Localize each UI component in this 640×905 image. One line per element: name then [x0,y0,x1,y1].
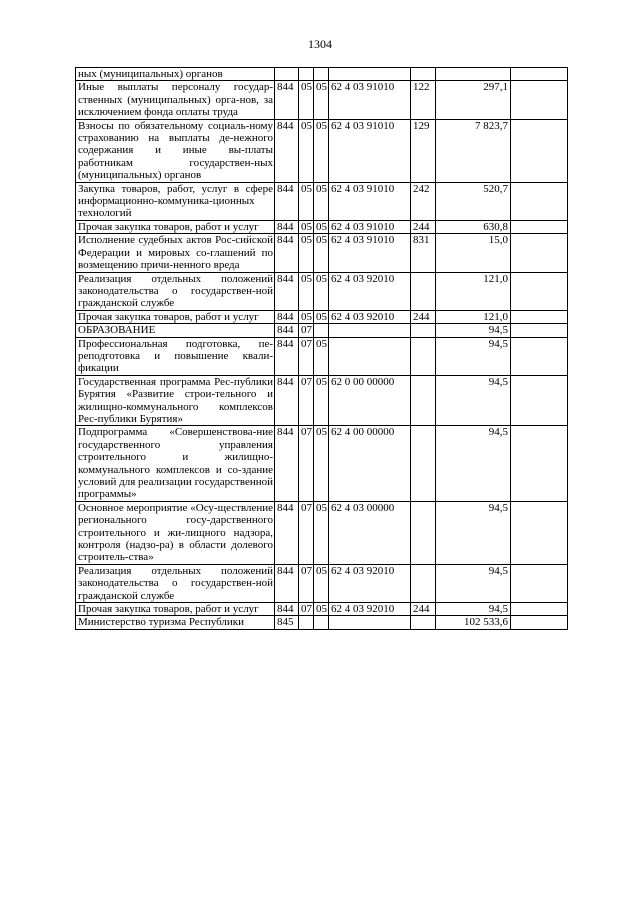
row-amount-cell [436,68,511,81]
row-name-cell: Профессиональная подготовка, пе-реподготовка и повышение квали-фикации [76,337,275,375]
row-extra-cell [511,68,568,81]
row-grbs-cell: 844 [275,81,299,119]
row-amount-cell: 121,0 [436,310,511,323]
row-section-cell: 05 [299,272,314,310]
row-grbs-cell: 844 [275,310,299,323]
row-grbs-cell: 845 [275,616,299,629]
row-extra-cell [511,119,568,182]
row-amount-cell: 94,5 [436,337,511,375]
row-subsection-cell [314,68,329,81]
row-name-cell: Основное мероприятие «Осу-ществление регионального госу-дарственного строительного и жи-лищного надзора, контроля (надзо-ра) в области долевого строитель-ства» [76,501,275,564]
row-grbs-cell: 844 [275,324,299,337]
row-extra-cell [511,426,568,501]
row-expense-type-cell: 129 [411,119,436,182]
row-name-cell: ОБРАЗОВАНИЕ [76,324,275,337]
row-amount-cell: 94,5 [436,564,511,602]
row-section-cell: 07 [299,426,314,501]
row-extra-cell [511,616,568,629]
row-grbs-cell: 844 [275,182,299,220]
row-grbs-cell: 844 [275,272,299,310]
row-extra-cell [511,375,568,426]
row-expense-type-cell: 244 [411,603,436,616]
row-subsection-cell: 05 [314,272,329,310]
table-row [76,310,568,323]
row-amount-cell: 94,5 [436,426,511,501]
row-section-cell: 07 [299,501,314,564]
row-amount-cell: 94,5 [436,375,511,426]
table-row [76,220,568,233]
row-name-cell: Реализация отдельных положений законодательства о государствен-ной гражданской службе [76,564,275,602]
row-name-cell: Прочая закупка товаров, работ и услуг [76,310,275,323]
row-subsection-cell: 05 [314,182,329,220]
row-target-article-cell: 62 4 03 91010 [329,220,411,233]
row-name-cell: Исполнение судебных актов Рос-сийской Федерации и мировых со-глашений по возмещению причи-ненного вреда [76,234,275,272]
row-expense-type-cell: 244 [411,220,436,233]
row-subsection-cell [314,616,329,629]
table-row [76,119,568,182]
row-grbs-cell: 844 [275,119,299,182]
row-grbs-cell: 844 [275,220,299,233]
row-section-cell: 05 [299,234,314,272]
row-target-article-cell: 62 4 03 00000 [329,501,411,564]
row-name-cell: Министерство туризма Республики [76,616,275,629]
table-row [76,234,568,272]
row-subsection-cell: 05 [314,81,329,119]
row-target-article-cell: 62 4 03 91010 [329,119,411,182]
row-expense-type-cell [411,564,436,602]
row-subsection-cell: 05 [314,234,329,272]
row-name-cell: Прочая закупка товаров, работ и услуг [76,220,275,233]
row-amount-cell: 520,7 [436,182,511,220]
row-expense-type-cell: 244 [411,310,436,323]
row-subsection-cell [314,324,329,337]
row-grbs-cell: 844 [275,501,299,564]
row-expense-type-cell [411,68,436,81]
row-extra-cell [511,81,568,119]
row-section-cell: 05 [299,119,314,182]
row-target-article-cell [329,68,411,81]
row-section-cell: 05 [299,182,314,220]
row-target-article-cell [329,337,411,375]
row-grbs-cell: 844 [275,603,299,616]
table-row [76,81,568,119]
row-name-cell: Взносы по обязательному социаль-ному страхованию на выплаты де-нежного содержания и иные вы-платы работникам государствен-ных (муниципальных) органов [76,119,275,182]
row-amount-cell: 297,1 [436,81,511,119]
row-grbs-cell [275,68,299,81]
row-extra-cell [511,324,568,337]
row-target-article-cell: 62 4 03 91010 [329,234,411,272]
table-row [76,182,568,220]
row-extra-cell [511,501,568,564]
row-expense-type-cell [411,375,436,426]
row-expense-type-cell [411,337,436,375]
row-amount-cell: 94,5 [436,324,511,337]
row-target-article-cell [329,324,411,337]
row-name-cell: Государственная программа Рес-публики Бурятия «Развитие строи-тельного и жилищно-коммунального комплексов Рес-публики Бурятия» [76,375,275,426]
row-extra-cell [511,337,568,375]
row-amount-cell: 7 823,7 [436,119,511,182]
row-extra-cell [511,182,568,220]
row-section-cell: 07 [299,603,314,616]
row-target-article-cell: 62 4 03 91010 [329,81,411,119]
row-name-cell: Реализация отдельных положений законодательства о государствен-ной гражданской службе [76,272,275,310]
table-row [76,337,568,375]
row-section-cell: 07 [299,564,314,602]
row-name-cell: Прочая закупка товаров, работ и услуг [76,603,275,616]
row-target-article-cell: 62 0 00 00000 [329,375,411,426]
row-grbs-cell: 844 [275,337,299,375]
row-extra-cell [511,310,568,323]
row-name-cell: Закупка товаров, работ, услуг в сфере информационно-коммуника-ционных технологий [76,182,275,220]
row-subsection-cell: 05 [314,375,329,426]
row-section-cell: 05 [299,310,314,323]
budget-table [75,67,568,630]
row-target-article-cell: 62 4 03 92010 [329,564,411,602]
row-section-cell: 07 [299,375,314,426]
row-target-article-cell: 62 4 03 91010 [329,182,411,220]
row-name-cell: ных (муниципальных) органов [76,68,275,81]
row-grbs-cell: 844 [275,375,299,426]
table-row [76,603,568,616]
row-expense-type-cell [411,501,436,564]
row-amount-cell: 94,5 [436,501,511,564]
row-target-article-cell: 62 4 03 92010 [329,272,411,310]
row-section-cell: 07 [299,337,314,375]
table-row [76,68,568,81]
row-subsection-cell: 05 [314,564,329,602]
row-target-article-cell: 62 4 03 92010 [329,603,411,616]
row-target-article-cell [329,616,411,629]
table-row [76,501,568,564]
row-expense-type-cell [411,272,436,310]
row-expense-type-cell: 122 [411,81,436,119]
row-section-cell: 05 [299,220,314,233]
table-row [76,564,568,602]
row-subsection-cell: 05 [314,119,329,182]
row-subsection-cell: 05 [314,337,329,375]
row-section-cell [299,68,314,81]
row-section-cell [299,616,314,629]
row-expense-type-cell [411,324,436,337]
row-subsection-cell: 05 [314,426,329,501]
row-extra-cell [511,603,568,616]
row-grbs-cell: 844 [275,234,299,272]
row-grbs-cell: 844 [275,564,299,602]
row-name-cell: Подпрограмма «Совершенствова-ние государственного управления строительного и жилищно-коммунального комплексов и со-здание условий для реализации государственной программы» [76,426,275,501]
row-name-cell: Иные выплаты персоналу государ-ственных (муниципальных) орга-нов, за исключением фонда оплаты труда [76,81,275,119]
row-amount-cell: 630,8 [436,220,511,233]
row-section-cell: 05 [299,81,314,119]
row-amount-cell: 94,5 [436,603,511,616]
table-row [76,616,568,629]
row-expense-type-cell [411,616,436,629]
row-subsection-cell: 05 [314,603,329,616]
page-number: 1304 [308,37,332,51]
table-row [76,324,568,337]
row-extra-cell [511,272,568,310]
row-extra-cell [511,220,568,233]
row-target-article-cell: 62 4 00 00000 [329,426,411,501]
table-row [76,426,568,501]
row-amount-cell: 15,0 [436,234,511,272]
table-body [76,68,568,630]
row-expense-type-cell: 242 [411,182,436,220]
row-extra-cell [511,564,568,602]
row-target-article-cell: 62 4 03 92010 [329,310,411,323]
row-grbs-cell: 844 [275,426,299,501]
row-section-cell: 07 [299,324,314,337]
row-expense-type-cell [411,426,436,501]
table-row [76,272,568,310]
row-subsection-cell: 05 [314,310,329,323]
row-amount-cell: 121,0 [436,272,511,310]
row-subsection-cell: 05 [314,501,329,564]
row-subsection-cell: 05 [314,220,329,233]
row-amount-cell: 102 533,6 [436,616,511,629]
row-extra-cell [511,234,568,272]
table-row [76,375,568,426]
row-expense-type-cell: 831 [411,234,436,272]
